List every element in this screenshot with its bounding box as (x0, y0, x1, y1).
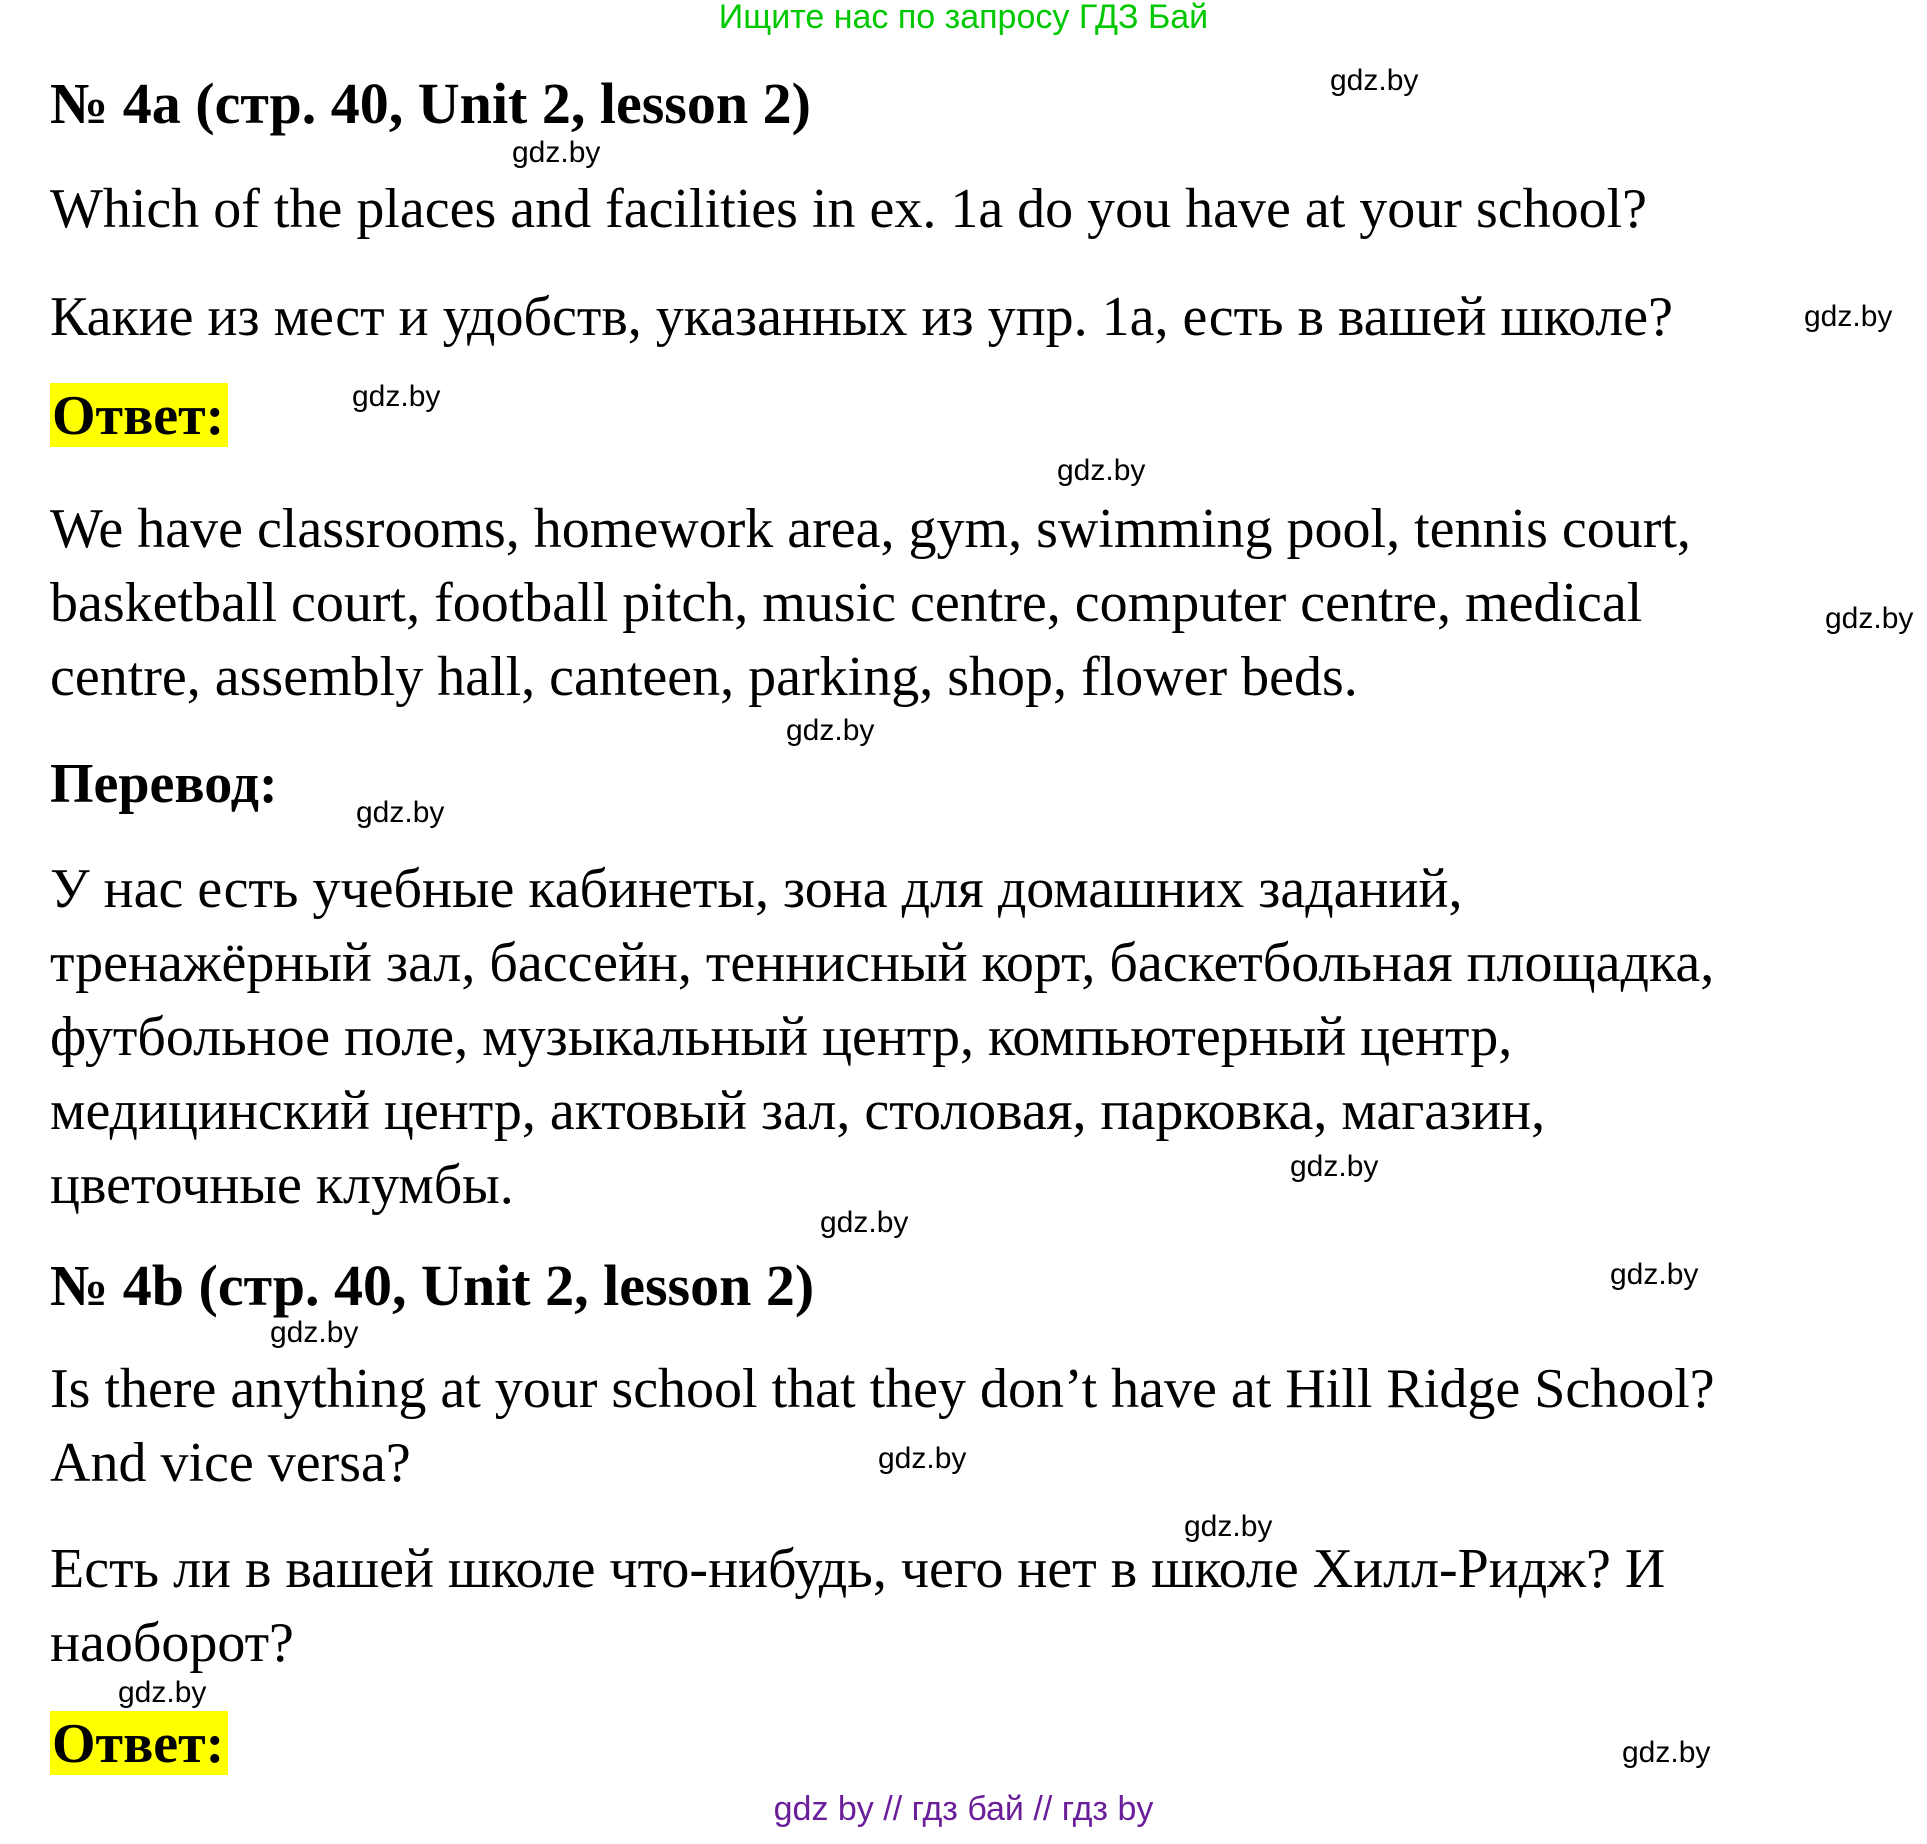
task-4b-heading: № 4b (стр. 40, Unit 2, lesson 2) (50, 1253, 815, 1318)
answer-highlight: Ответ: (50, 1711, 228, 1775)
watermark: gdz.by (1825, 602, 1914, 635)
task-4a-answer-label (50, 384, 228, 448)
watermark: gdz.by (118, 1676, 207, 1709)
watermark: gdz.by (1184, 1510, 1273, 1543)
task-4a-translation-label: Перевод: (50, 753, 278, 815)
answer-highlight: Ответ: (50, 383, 228, 447)
translation-line: футбольное поле, музыкальный центр, компьютерный центр, (50, 1006, 1513, 1068)
watermark: gdz.by (1622, 1736, 1711, 1769)
question-line: Есть ли в вашей школе что-нибудь, чего нет в школе Хилл-Ридж? И (50, 1538, 1666, 1600)
watermark: gdz.by (356, 796, 445, 829)
watermark: gdz.by (820, 1206, 909, 1239)
answer-line: centre, assembly hall, canteen, parking, shop, flower beds. (50, 646, 1358, 708)
footer-links: gdz by // гдз бай // гдз by (773, 1790, 1154, 1828)
answer-line: basketball court, football pitch, music centre, computer centre, medical (50, 572, 1643, 634)
question-line: Is there anything at your school that they don’t have at Hill Ridge School? (50, 1358, 1715, 1420)
watermark: gdz.by (1610, 1258, 1699, 1291)
task-4a-heading: № 4a (стр. 40, Unit 2, lesson 2) (50, 71, 811, 136)
task-4a-question-en: Which of the places and facilities in ex. 1a do you have at your school? (50, 178, 1648, 240)
watermark: gdz.by (786, 714, 875, 747)
translation-line: медицинский центр, актовый зал, столовая, парковка, магазин, (50, 1080, 1546, 1142)
top-banner: Ищите нас по запросу ГДЗ Бай (718, 0, 1209, 36)
task-4a-answer-text (50, 492, 1691, 714)
task-4b-question-ru (50, 1532, 1665, 1680)
task-4b-answer-label (50, 1712, 228, 1776)
translation-line: У нас есть учебные кабинеты, зона для домашних заданий, (50, 858, 1463, 920)
watermark: gdz.by (352, 380, 441, 413)
watermark: gdz.by (878, 1442, 967, 1475)
question-line: наоборот? (50, 1612, 294, 1674)
watermark: gdz.by (512, 136, 601, 169)
translation-line: цветочные клумбы. (50, 1154, 514, 1216)
translation-line: тренажёрный зал, бассейн, теннисный корт, баскетбольная площадка, (50, 932, 1715, 994)
watermark: gdz.by (270, 1316, 359, 1349)
watermark: gdz.by (1290, 1150, 1379, 1183)
task-4a-translation-text (50, 852, 1714, 1222)
watermark: gdz.by (1057, 454, 1146, 487)
answer-line: We have classrooms, homework area, gym, swimming pool, tennis court, (50, 498, 1691, 560)
task-4b-question-en (50, 1352, 1715, 1500)
watermark: gdz.by (1804, 300, 1893, 333)
task-4a-question-ru: Какие из мест и удобств, указанных из упр. 1а, есть в вашей школе? (50, 286, 1673, 348)
watermark: gdz.by (1330, 64, 1419, 97)
question-line: And vice versa? (50, 1432, 411, 1494)
